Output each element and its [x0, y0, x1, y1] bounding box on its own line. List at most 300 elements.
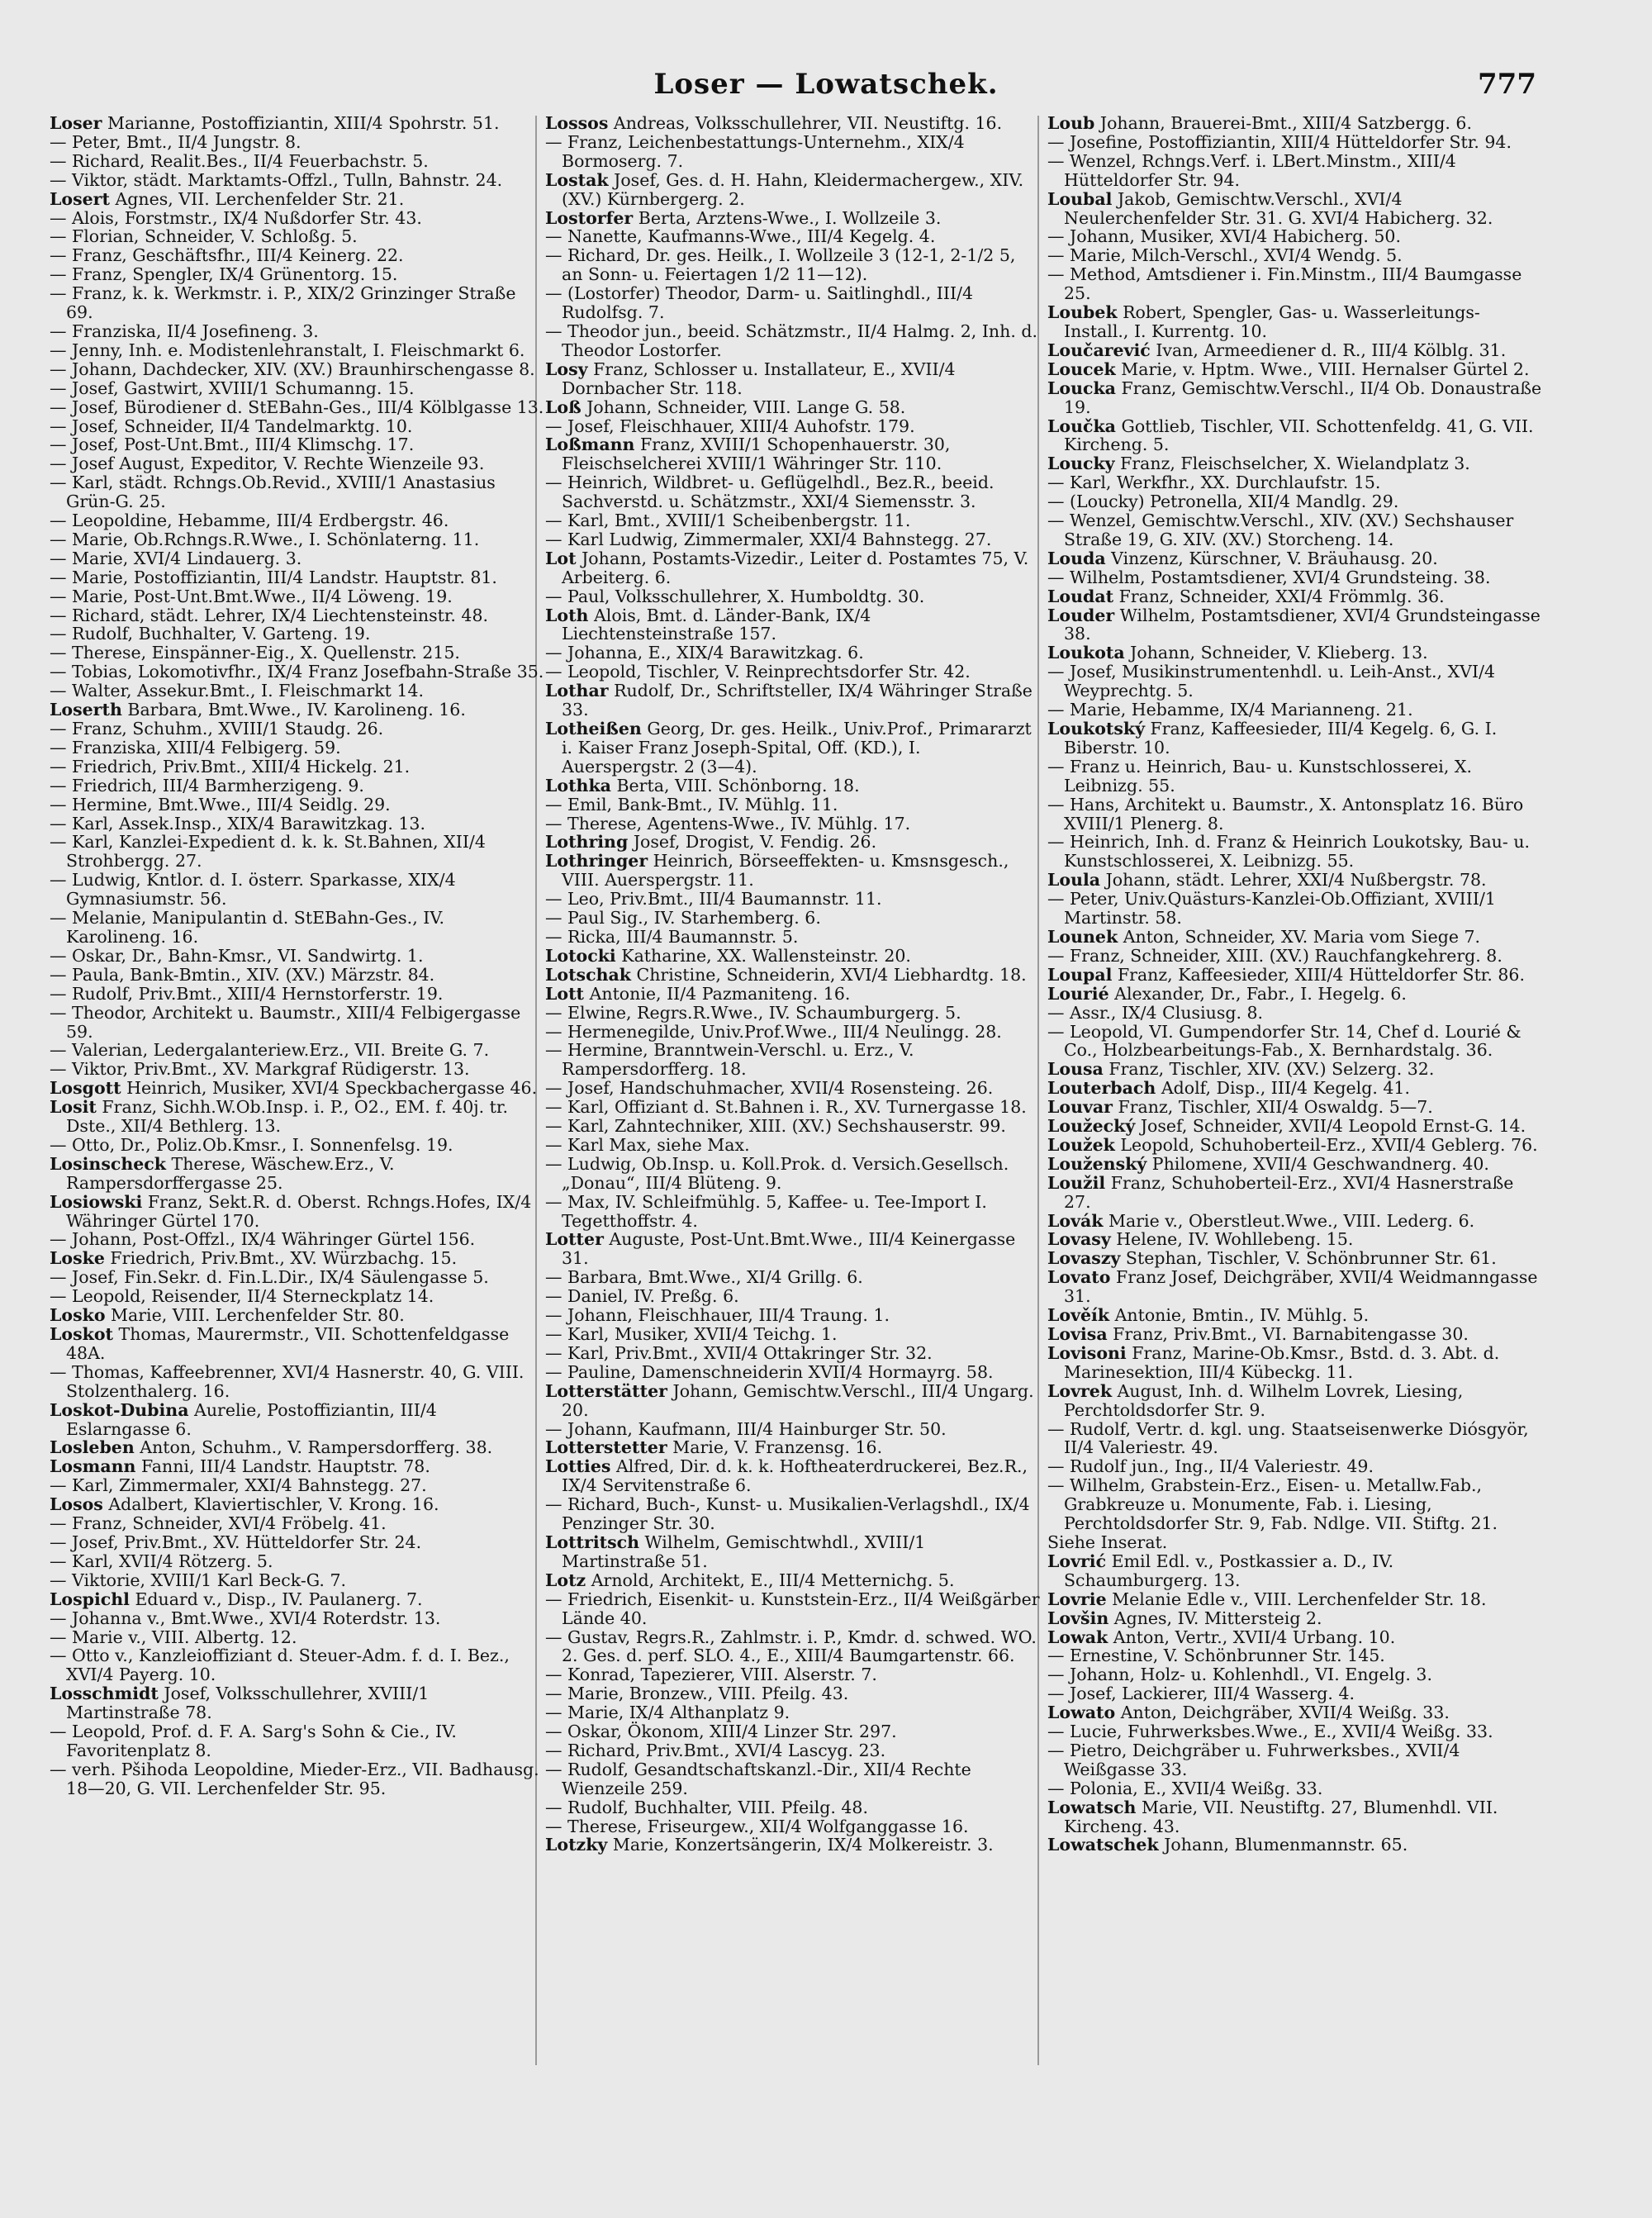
- entry-details: — Otto, Dr., Poliz.Ob.Kmsr., I. Sonnenfelsg. 19.: [50, 1134, 453, 1155]
- directory-entry: [545, 1023, 1041, 1042]
- directory-entry: [1047, 568, 1543, 587]
- entry-details: — Rudolf jun., Ing., II/4 Valeriestr. 49.: [1047, 1456, 1374, 1477]
- directory-entry: [545, 1344, 1041, 1363]
- entry-details: — Thomas, Kaffeebrenner, XVI/4 Hasnerstr. 40, G. VIII. Stolzenthalerg. 16.: [50, 1361, 525, 1401]
- directory-entry: [545, 473, 1041, 511]
- directory-entry: [50, 1476, 545, 1495]
- entry-surname: Losgott: [50, 1078, 121, 1099]
- directory-entry: [50, 815, 545, 834]
- directory-entry: [545, 1571, 1041, 1590]
- directory-column-3: [1047, 114, 1543, 2064]
- directory-entry: [1047, 1628, 1543, 1647]
- directory-entry: [1047, 890, 1543, 928]
- entry-details: — Theodor, Architekt u. Baumstr., XIII/4 Felbigergasse 59.: [50, 1002, 521, 1042]
- directory-entry: [1047, 606, 1543, 644]
- directory-entry: [1047, 1344, 1543, 1382]
- directory-entry: [50, 720, 545, 739]
- entry-surname: Losinscheck: [50, 1153, 166, 1174]
- directory-entry: [1047, 587, 1543, 606]
- entry-details: — Pietro, Deichgräber u. Fuhrwerksbes., XVII/4 Weißgasse 33.: [1047, 1740, 1460, 1779]
- entry-details: Josef, Schneider, XVII/4 Leopold Ernst-G. 14.: [1140, 1116, 1526, 1137]
- entry-surname: Loucek: [1047, 359, 1116, 379]
- entry-details: Christine, Schneiderin, XVI/4 Liebhardtg. 18.: [636, 964, 1027, 985]
- entry-details: Berta, Arztens-Wwe., I. Wollzeile 3.: [638, 207, 942, 228]
- directory-entry: [1047, 871, 1543, 890]
- entry-surname: Loučarević: [1047, 340, 1151, 360]
- entry-details: — (Loucky) Petronella, XII/4 Mandlg. 29.: [1047, 492, 1399, 512]
- directory-entry: [1047, 1382, 1543, 1420]
- entry-details: — Hermine, Bmt.Wwe., III/4 Seidlg. 29.: [50, 794, 391, 815]
- entry-details: — Josef, Schneider, II/4 Tandelmarktg. 10.: [50, 416, 413, 436]
- entry-details: Marianne, Postoffiziantin, XIII/4 Spohrstr. 51.: [107, 114, 500, 133]
- directory-entry: [1047, 1779, 1543, 1798]
- directory-entry: [545, 398, 1041, 417]
- directory-entry: [1047, 1230, 1543, 1249]
- directory-entry: [50, 777, 545, 796]
- entry-details: — Paula, Bank-Bmtin., XIV. (XV.) Märzstr. 84.: [50, 964, 435, 985]
- entry-details: Johann, Blumenmannstr. 65.: [1164, 1835, 1408, 1855]
- directory-entry: [545, 985, 1041, 1004]
- directory-entry: [50, 1760, 545, 1798]
- directory-entry: [545, 1590, 1041, 1628]
- directory-entry: [1047, 1023, 1543, 1061]
- directory-entry: [545, 209, 1041, 228]
- directory-entry: [545, 815, 1041, 834]
- directory-entry: [1047, 114, 1543, 133]
- directory-entry: [50, 739, 545, 758]
- directory-entry: [50, 133, 545, 152]
- entry-surname: Loucky: [1047, 454, 1115, 474]
- entry-details: Wilhelm, Gemischtwhdl., XVIII/1 Martinstraße 51.: [562, 1532, 926, 1571]
- entry-details: Friedrich, Priv.Bmt., XV. Würzbachg. 15.: [110, 1248, 458, 1269]
- entry-details: — Karl Max, siehe Max.: [545, 1134, 750, 1155]
- entry-surname: Losleben: [50, 1437, 135, 1458]
- directory-entry: [1047, 644, 1543, 663]
- entry-details: — Melanie, Manipulantin d. StEBahn-Ges., IV. Karolineng. 16.: [50, 908, 445, 947]
- entry-surname: Lotheißen: [545, 719, 642, 739]
- entry-details: Adalbert, Klaviertischler, V. Krong. 16.: [108, 1494, 439, 1515]
- entry-surname: Lověík: [1047, 1305, 1110, 1326]
- directory-entry: [1047, 379, 1543, 417]
- entry-details: Heinrich, Musiker, XVI/4 Speckbachergasse 46.: [126, 1078, 538, 1099]
- directory-entry: [50, 947, 545, 966]
- directory-entry: [50, 966, 545, 985]
- directory-entry: [1047, 1552, 1543, 1590]
- entry-details: — Otto v., Kanzleioffiziant d. Steuer-Adm. f. d. I. Bez., XVI/4 Payerg. 10.: [50, 1646, 510, 1685]
- entry-details: — Paul, Volksschullehrer, X. Humboldtg. 30.: [545, 586, 925, 606]
- entry-details: Franz Josef, Deichgräber, XVII/4 Weidmanngasse 31.: [1064, 1267, 1538, 1307]
- entry-details: — Josef, Bürodiener d. StEBahn-Ges., III/4 Kölblgasse 13.: [50, 397, 544, 417]
- entry-details: Antonie, II/4 Pazmaniteng. 16.: [589, 983, 851, 1004]
- entry-surname: Lott: [545, 983, 585, 1004]
- entry-details: Anton, Deichgräber, XVII/4 Weißg. 33.: [1120, 1703, 1450, 1723]
- directory-entry: [50, 1136, 545, 1155]
- entry-details: — Franz, Geschäftsfhr., III/4 Keinerg. 22.: [50, 245, 404, 266]
- directory-entry: [545, 720, 1041, 777]
- entry-surname: Louder: [1047, 605, 1115, 625]
- directory-entry: [50, 398, 545, 417]
- directory-entry: [545, 1798, 1041, 1817]
- directory-entry: [545, 1533, 1041, 1571]
- directory-entry: [545, 909, 1041, 928]
- entry-details: — Wilhelm, Grabstein-Erz., Eisen- u. Metallw.Fab., Grabkreuze u. Monumente, Fab. i. Liesing, Perchtoldsdorfer Str. 9, Fab. Ndlge. VII. Stiftg. 21.: [1047, 1475, 1498, 1534]
- entry-details: Franz, Sichh.W.Ob.Insp. i. P., O2., EM. f. 40j. tr. Dste., XII/4 Bethlerg. 13.: [66, 1097, 508, 1137]
- entry-details: — Leo, Priv.Bmt., III/4 Baumannstr. 11.: [545, 889, 882, 910]
- entry-surname: Loubal: [1047, 188, 1113, 209]
- directory-entry: [545, 1628, 1041, 1666]
- directory-entry: [1047, 833, 1543, 871]
- directory-entry: [545, 1306, 1041, 1325]
- entry-surname: Lovato: [1047, 1267, 1111, 1288]
- directory-entry: [1047, 1136, 1543, 1155]
- directory-entry: [1047, 1684, 1543, 1703]
- directory-entry: [545, 284, 1041, 322]
- entry-details: — Josefine, Postoffiziantin, XIII/4 Hütteldorfer Str. 94.: [1047, 131, 1512, 152]
- entry-surname: Loubek: [1047, 302, 1118, 323]
- directory-entry: [50, 473, 545, 511]
- entry-details: — Karl, Priv.Bmt., XVII/4 Ottakringer Str. 32.: [545, 1342, 933, 1363]
- entry-details: — Therese, Einspänner-Eig., X. Quellenstr. 215.: [50, 643, 460, 663]
- directory-entry: [1047, 133, 1543, 152]
- entry-details: Agnes, VII. Lerchenfelder Str. 21.: [115, 188, 405, 209]
- directory-entry: [50, 663, 545, 682]
- directory-entry: [545, 1836, 1041, 1855]
- directory-entry: [1047, 265, 1543, 303]
- directory-entry: [1047, 701, 1543, 720]
- directory-entry: [1047, 341, 1543, 360]
- entry-details: — Friedrich, Eisenkit- u. Kunststein-Erz., II/4 Weißgärber Lände 40.: [545, 1589, 1040, 1628]
- running-head: Loser — Lowatschek.: [653, 68, 999, 101]
- entry-details: — Emil, Bank-Bmt., IV. Mühlg. 11.: [545, 794, 838, 815]
- entry-details: Franz, Marine-Ob.Kmsr., Bstd. d. 3. Abt. d. Marinesektion, III/4 Kübeckg. 11.: [1064, 1342, 1500, 1382]
- directory-entry: [545, 947, 1041, 966]
- directory-entry: [545, 1325, 1041, 1344]
- entry-surname: Lovasy: [1047, 1229, 1111, 1250]
- entry-details: — Karl, Werkfhr., XX. Durchlaufstr. 15.: [1047, 473, 1381, 493]
- entry-surname: Lotter: [545, 1229, 604, 1250]
- entry-surname: Loula: [1047, 870, 1101, 891]
- entry-details: Berta, VIII. Schönborng. 18.: [616, 775, 860, 796]
- entry-details: — Hermine, Branntwein-Verschl. u. Erz., V. Rampersdorfferg. 18.: [545, 1040, 914, 1080]
- directory-entry: [50, 454, 545, 473]
- directory-entry: [1047, 663, 1543, 701]
- entry-surname: Louvar: [1047, 1097, 1113, 1118]
- entry-surname: Losit: [50, 1097, 97, 1118]
- directory-entry: [50, 1060, 545, 1079]
- directory-entry: [1047, 966, 1543, 985]
- entry-surname: Loth: [545, 605, 589, 625]
- entry-details: Thomas, Maurermstr., VII. Schottenfeldgasse 48A.: [66, 1324, 510, 1363]
- entry-surname: Losos: [50, 1494, 103, 1515]
- directory-entry: [545, 114, 1041, 133]
- directory-entry: [1047, 985, 1543, 1004]
- entry-details: — Josef, Handschuhmacher, XVII/4 Rosensteing. 26.: [545, 1078, 994, 1099]
- directory-entry: [50, 171, 545, 190]
- directory-entry: [545, 1004, 1041, 1023]
- directory-entry: [1047, 1117, 1543, 1136]
- entry-details: Franz, Tischler, XIV. (XV.) Selzerg. 32.: [1108, 1059, 1435, 1080]
- directory-entry: [50, 1041, 545, 1060]
- entry-details: — Marie, Postoffiziantin, III/4 Landstr. Hauptstr. 81.: [50, 567, 497, 587]
- entry-details: — Franz, Schneider, XVI/4 Fröbelg. 41.: [50, 1513, 387, 1534]
- entry-details: Antonie, Bmtin., IV. Mühlg. 5.: [1114, 1305, 1370, 1326]
- directory-entry: [50, 1363, 545, 1401]
- entry-details: — Karl, Kanzlei-Expedient d. k. k. St.Bahnen, XII/4 Strohbergg. 27.: [50, 832, 486, 872]
- directory-entry: [545, 360, 1041, 398]
- entry-details: — Paul Sig., IV. Starhemberg. 6.: [545, 908, 821, 929]
- entry-details: — Leopold, Reisender, II/4 Sterneckplatz 14.: [50, 1286, 434, 1307]
- entry-details: — Karl, städt. Rchngs.Ob.Revid., XVIII/1 Anastasius Grün-G. 25.: [50, 473, 496, 512]
- entry-surname: Loukotský: [1047, 719, 1145, 739]
- entry-surname: Loskot: [50, 1324, 113, 1344]
- entry-surname: Lourié: [1047, 983, 1109, 1004]
- entry-details: — Josef, Lackierer, III/4 Wasserg. 4.: [1047, 1684, 1355, 1704]
- directory-entry: [545, 606, 1041, 644]
- directory-entry: [50, 1514, 545, 1533]
- entry-details: — Leopold, Prof. d. F. A. Sarg's Sohn & Cie., IV. Favoritenplatz 8.: [50, 1722, 457, 1760]
- entry-details: Anton, Vertr., XVII/4 Urbang. 10.: [1113, 1627, 1396, 1647]
- entry-details: Aurelie, Postoffiziantin, III/4 Eslarngasse 6.: [66, 1399, 437, 1439]
- directory-entry: [1047, 1306, 1543, 1325]
- entry-surname: Loßmann: [545, 435, 635, 455]
- directory-entry: [50, 1249, 545, 1268]
- directory-entry: [1047, 1174, 1543, 1212]
- entry-surname: Loß: [545, 397, 582, 417]
- directory-entry: [50, 417, 545, 436]
- entry-details: Stephan, Tischler, V. Schönbrunner Str. 61.: [1125, 1248, 1497, 1269]
- directory-entry: [50, 209, 545, 228]
- entry-details: Marie v., Oberstleut.Wwe., VIII. Lederg. 6.: [1108, 1210, 1475, 1231]
- directory-entry: [1047, 1609, 1543, 1628]
- directory-entry: [1047, 1249, 1543, 1268]
- entry-surname: Lottritsch: [545, 1532, 640, 1552]
- directory-entry: [545, 1155, 1041, 1193]
- entry-details: — Johann, Kaufmann, III/4 Hainburger Str. 50.: [545, 1418, 947, 1439]
- directory-entry: [545, 682, 1041, 720]
- entry-details: — Marie, Milch-Verschl., XVI/4 Wendg. 5.: [1047, 245, 1403, 266]
- entry-details: — Viktorie, XVIII/1 Karl Beck-G. 7.: [50, 1570, 347, 1590]
- entry-surname: Lotz: [545, 1570, 586, 1590]
- directory-entry: [1047, 1155, 1543, 1174]
- entry-details: Helene, IV. Wohllebeng. 15.: [1116, 1229, 1354, 1250]
- entry-details: — Franziska, II/4 Josefineng. 3.: [50, 321, 319, 341]
- directory-entry: [545, 133, 1041, 171]
- entry-surname: Lospichl: [50, 1589, 130, 1609]
- entry-details: Franz, XVIII/1 Schopenhauerstr. 30, Fleischselcherei XVIII/1 Währinger Str. 110.: [562, 435, 951, 474]
- directory-entry: [50, 511, 545, 530]
- entry-details: Emil Edl. v., Postkassier a. D., IV. Schaumburgerg. 13.: [1064, 1551, 1394, 1590]
- entry-surname: Lothringer: [545, 851, 648, 872]
- directory-entry: [50, 549, 545, 568]
- directory-entry: [50, 871, 545, 909]
- entry-details: — Franziska, XIII/4 Felbigerg. 59.: [50, 737, 341, 758]
- entry-details: — Viktor, städt. Marktamts-Offzl., Tulln, Bahnstr. 24.: [50, 169, 503, 190]
- directory-entry: [545, 1230, 1041, 1268]
- directory-entry: [50, 360, 545, 379]
- directory-entry: [50, 625, 545, 644]
- directory-entry: [545, 1495, 1041, 1533]
- entry-details: — Leopoldine, Hebamme, III/4 Erdbergstr. 46.: [50, 511, 449, 531]
- directory-entry: [1047, 511, 1543, 549]
- entry-details: — Franz u. Heinrich, Bau- u. Kunstschlosserei, X. Leibnizg. 55.: [1047, 756, 1472, 796]
- directory-entry: [545, 511, 1041, 530]
- directory-column-1: [50, 114, 545, 2064]
- entry-details: Ivan, Armeediener d. R., III/4 Kölblg. 31.: [1156, 340, 1507, 360]
- entry-surname: Lostorfer: [545, 207, 634, 228]
- directory-entry: [545, 1420, 1041, 1439]
- entry-details: — Josef, Musikinstrumentenhdl. u. Leih-Anst., XVI/4 Weyprechtg. 5.: [1047, 662, 1496, 701]
- entry-details: — Johann, Holz- u. Kohlenhdl., VI. Engelg. 3.: [1047, 1665, 1432, 1685]
- entry-details: Agnes, IV. Mittersteig 2.: [1113, 1608, 1322, 1628]
- directory-entry: [50, 322, 545, 341]
- directory-entry: [1047, 1212, 1543, 1231]
- entry-details: — Karl, XVII/4 Rötzerg. 5.: [50, 1551, 273, 1571]
- entry-surname: Loskot-Dubina: [50, 1399, 189, 1420]
- entry-details: Melanie Edle v., VIII. Lerchenfelder Str. 18.: [1112, 1589, 1487, 1609]
- directory-entry: [545, 530, 1041, 549]
- directory-entry: [545, 833, 1041, 852]
- entry-details: — Walter, Assekur.Bmt., I. Fleischmarkt 14.: [50, 681, 425, 701]
- entry-surname: Lovrić: [1047, 1551, 1107, 1571]
- directory-entry: [1047, 246, 1543, 265]
- entry-surname: Lotschak: [545, 964, 631, 985]
- entry-details: Marie, v. Hptm. Wwe., VIII. Hernalser Gürtel 2.: [1121, 359, 1530, 379]
- directory-entry: [50, 1155, 545, 1193]
- entry-details: — Therese, Friseurgew., XII/4 Wolfganggasse 16.: [545, 1816, 969, 1836]
- entry-details: Siehe Inserat.: [1047, 1532, 1168, 1552]
- entry-details: — Wenzel, Rchngs.Verf. i. LBert.Minstm., XIII/4 Hütteldorfer Str. 94.: [1047, 150, 1456, 190]
- entry-details: — Oskar, Ökonom, XIII/4 Linzer Str. 297.: [545, 1722, 897, 1742]
- directory-entry: [50, 1646, 545, 1684]
- entry-details: — Josef August, Expeditor, V. Rechte Wienzeile 93.: [50, 454, 485, 474]
- entry-details: — Franz, Leichenbestattungs-Unternehm., XIX/4 Bormoserg. 7.: [545, 131, 965, 171]
- entry-details: — Ernestine, V. Schönbrunner Str. 145.: [1047, 1646, 1385, 1666]
- entry-surname: Lossos: [545, 114, 609, 133]
- entry-details: — Marie, Post-Unt.Bmt.Wwe., II/4 Löweng. 19.: [50, 586, 453, 606]
- directory-entry: [545, 1760, 1041, 1798]
- directory-entry: [1047, 152, 1543, 190]
- directory-entry: [545, 1684, 1041, 1703]
- entry-details: — Franz, k. k. Werkmstr. i. P., XIX/2 Grinzinger Straße 69.: [50, 283, 516, 323]
- entry-details: — Karl, Zimmermaler, XXI/4 Bahnstegg. 27.: [50, 1475, 427, 1496]
- entry-details: — Karl, Musiker, XVII/4 Teichg. 1.: [545, 1324, 838, 1344]
- directory-entry: [545, 435, 1041, 473]
- entry-details: Johann, städt. Lehrer, XXI/4 Nußbergstr. 78.: [1105, 870, 1487, 891]
- entry-surname: Lovisa: [1047, 1324, 1108, 1344]
- entry-details: — Marie, Bronzew., VIII. Pfeilg. 43.: [545, 1684, 849, 1704]
- directory-entry: [50, 701, 545, 720]
- entry-surname: Lotties: [545, 1456, 611, 1477]
- directory-entry: [1047, 1741, 1543, 1779]
- entry-details: Robert, Spengler, Gas- u. Wasserleitungs-Install., I. Kurrentg. 10.: [1064, 302, 1480, 341]
- entry-details: Katharine, XX. Wallensteinstr. 20.: [621, 945, 911, 966]
- entry-details: — Assr., IX/4 Clusiusg. 8.: [1047, 1002, 1264, 1023]
- directory-entry: [50, 796, 545, 815]
- directory-entry: [545, 1268, 1041, 1287]
- entry-details: Barbara, Bmt.Wwe., IV. Karolineng. 16.: [127, 700, 466, 720]
- directory-entry: [1047, 1703, 1543, 1722]
- directory-entry: [50, 1401, 545, 1439]
- entry-details: Marie, Konzertsängerin, IX/4 Molkereistr. 3.: [612, 1835, 994, 1855]
- entry-details: Franz, Schuhoberteil-Erz., XVI/4 Hasnerstraße 27.: [1064, 1172, 1514, 1212]
- entry-details: — Karl, Offiziant d. St.Bahnen i. R., XV. Turnergasse 18.: [545, 1097, 1027, 1118]
- entry-details: Johann, Postamts-Vizedir., Leiter d. Postamtes 75, V. Arbeiterg. 6.: [562, 548, 1029, 587]
- directory-entry: [1047, 1722, 1543, 1741]
- directory-entry: [545, 1817, 1041, 1836]
- entry-details: — Ludwig, Kntlor. d. I. österr. Sparkasse, XIX/4 Gymnasiumstr. 56.: [50, 870, 456, 910]
- directory-entry: [50, 1193, 545, 1231]
- entry-details: Therese, Wäschew.Erz., V. Rampersdorffergasse 25.: [66, 1153, 395, 1193]
- entry-surname: Loužecký: [1047, 1116, 1136, 1137]
- entry-details: — Rudolf, Buchhalter, V. Garteng. 19.: [50, 624, 371, 644]
- directory-entry: [545, 1193, 1041, 1231]
- entry-details: Andreas, Volksschullehrer, VII. Neustiftg. 16.: [613, 114, 1003, 133]
- directory-entry: [1047, 1836, 1543, 1855]
- entry-details: — Wilhelm, Postamtsdiener, XVI/4 Grundsteing. 38.: [1047, 567, 1491, 587]
- directory-entry: [545, 1722, 1041, 1741]
- entry-details: — Leopold, VI. Gumpendorfer Str. 14, Chef d. Lourié & Co., Holzbearbeitungs-Fab., X. Bernhardstalg. 36.: [1047, 1021, 1521, 1061]
- entry-surname: Losko: [50, 1305, 106, 1326]
- entry-details: Anton, Schuhm., V. Rampersdorfferg. 38.: [140, 1437, 493, 1458]
- directory-entry: [1047, 1060, 1543, 1079]
- entry-details: — Karl, Zahntechniker, XIII. (XV.) Sechshauserstr. 99.: [545, 1116, 1006, 1137]
- entry-details: — Josef, Post-Unt.Bmt., III/4 Klimschg. 17.: [50, 435, 415, 455]
- entry-details: — Karl Ludwig, Zimmermaler, XXI/4 Bahnstegg. 27.: [545, 529, 992, 549]
- directory-entry: [1047, 947, 1543, 966]
- entry-surname: Lostak: [545, 169, 609, 190]
- entry-details: Franz, Schneider, XXI/4 Frömmlg. 36.: [1118, 586, 1445, 606]
- entry-details: Josef, Volksschullehrer, XVIII/1 Martinstraße 78.: [66, 1684, 430, 1723]
- directory-entry: [545, 1703, 1041, 1722]
- directory-entry: [1047, 1420, 1543, 1458]
- entry-surname: Lowak: [1047, 1627, 1108, 1647]
- directory-entry: [1047, 1590, 1543, 1609]
- directory-entry: [1047, 796, 1543, 834]
- entry-details: — Gustav, Regrs.R., Zahlmstr. i. P., Kmdr. d. schwed. WO. 2. Ges. d. perf. SLO. 4., E., XIII/4 Baumgartenstr. 66.: [545, 1627, 1037, 1666]
- entry-surname: Lotzky: [545, 1835, 608, 1855]
- entry-surname: Losiowski: [50, 1191, 143, 1212]
- entry-surname: Loukota: [1047, 643, 1125, 663]
- directory-entry: [1047, 1533, 1543, 1552]
- entry-details: — Karl, Bmt., XVIII/1 Scheibenbergstr. 11.: [545, 511, 911, 531]
- directory-entry: [1047, 1004, 1543, 1023]
- entry-details: — Johann, Post-Offzl., IX/4 Währinger Gürtel 156.: [50, 1229, 476, 1250]
- entry-details: Franz, Kaffeesieder, XIII/4 Hütteldorfer Str. 86.: [1117, 964, 1525, 985]
- entry-details: — Richard, Realit.Bes., II/4 Feuerbachstr. 5.: [50, 150, 429, 171]
- directory-entry: [545, 587, 1041, 606]
- directory-entry: [50, 1571, 545, 1590]
- directory-entry: [50, 114, 545, 133]
- directory-entry: [1047, 1646, 1543, 1665]
- entry-details: Josef, Drogist, V. Fendig. 26.: [633, 832, 877, 853]
- directory-entry: [1047, 190, 1543, 228]
- entry-details: Franz, Fleischselcher, X. Wielandplatz 3.: [1120, 454, 1470, 474]
- directory-entry: [545, 1382, 1041, 1420]
- directory-entry: [545, 1079, 1041, 1098]
- directory-entry: [1047, 1079, 1543, 1098]
- entry-details: — Jenny, Inh. e. Modistenlehranstalt, I. Fleischmarkt 6.: [50, 340, 525, 360]
- entry-details: — Pauline, Damenschneiderin XVII/4 Hormayrg. 58.: [545, 1361, 994, 1382]
- entry-surname: Lotocki: [545, 945, 616, 966]
- entry-surname: Loučka: [1047, 416, 1116, 436]
- entry-details: — Johann, Fleischhauer, III/4 Traung. 1.: [545, 1305, 890, 1326]
- entry-surname: Lovák: [1047, 1210, 1104, 1231]
- page-header: [0, 68, 1652, 117]
- directory-entry: [1047, 1476, 1543, 1533]
- entry-details: Rudolf, Dr., Schriftsteller, IX/4 Währinger Straße 33.: [562, 681, 1032, 720]
- entry-details: Johann, Brauerei-Bmt., XIII/4 Satzbergg. 6.: [1099, 114, 1472, 133]
- entry-details: — Johanna v., Bmt.Wwe., XVI/4 Roterdstr. 13.: [50, 1608, 441, 1628]
